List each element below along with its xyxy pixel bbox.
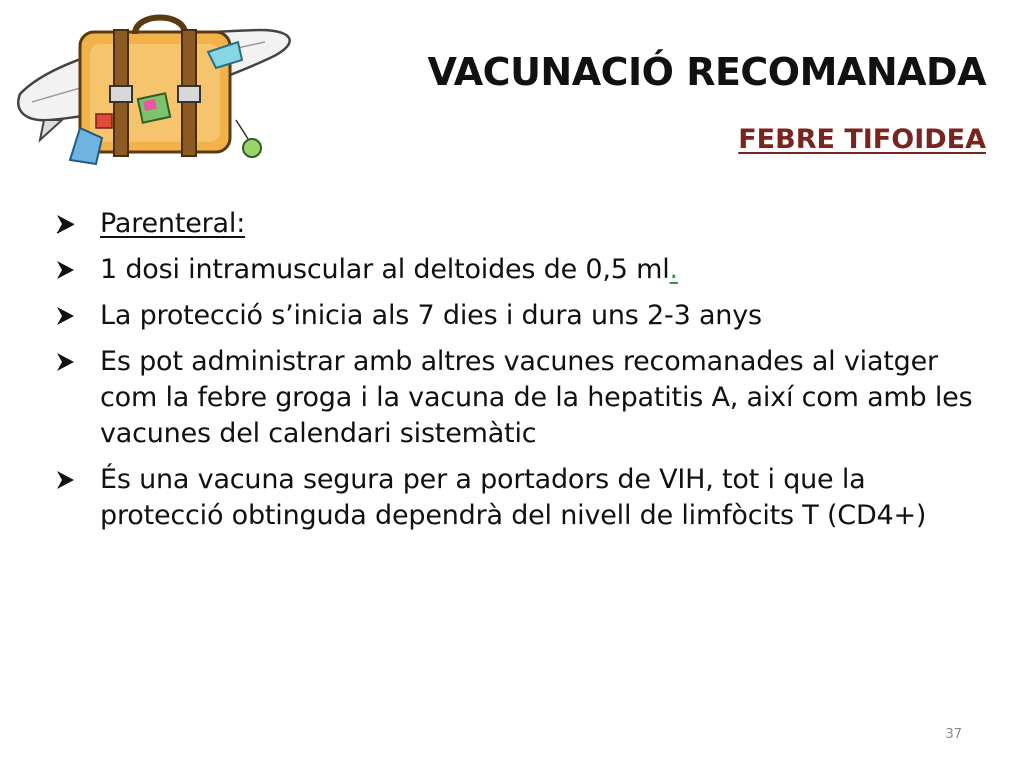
bullet-item-dose [54, 252, 974, 288]
arrow-bullet-icon [54, 468, 82, 492]
bullet-list [54, 206, 974, 544]
arrow-bullet-icon [54, 304, 82, 328]
bullet-text: És una vacuna segura per a portadors de VIH, tot i que la protecció obtinguda dependrà del nivell de limfòcits T (CD4+) [100, 464, 927, 531]
bullet-item-parenteral [54, 206, 974, 242]
arrow-bullet-icon [54, 258, 82, 282]
bullet-item-coadministration [54, 344, 974, 452]
bullet-trailing-mark: . [669, 254, 678, 285]
arrow-bullet-icon [54, 212, 82, 236]
bullet-text: Parenteral: [100, 208, 246, 239]
bullet-text: 1 dosi intramuscular al deltoides de 0,5 ml [100, 254, 670, 285]
page-number: 37 [945, 727, 962, 742]
bullet-text: Es pot administrar amb altres vacunes recomanades al viatger com la febre groga i la vacuna de la hepatitis A, així com amb les vacunes del calendari sistemàtic [100, 346, 973, 449]
slide-subtitle: FEBRE TIFOIDEA [738, 124, 986, 155]
bullet-text: La protecció s’inicia als 7 dies i dura uns 2-3 anys [100, 300, 762, 331]
slide-title: VACUNACIÓ RECOMANADA [427, 50, 986, 94]
bullet-item-protection [54, 298, 974, 334]
arrow-bullet-icon [54, 350, 82, 374]
suitcase-surfboard-clipart [10, 2, 300, 180]
bullet-item-hiv [54, 462, 974, 534]
